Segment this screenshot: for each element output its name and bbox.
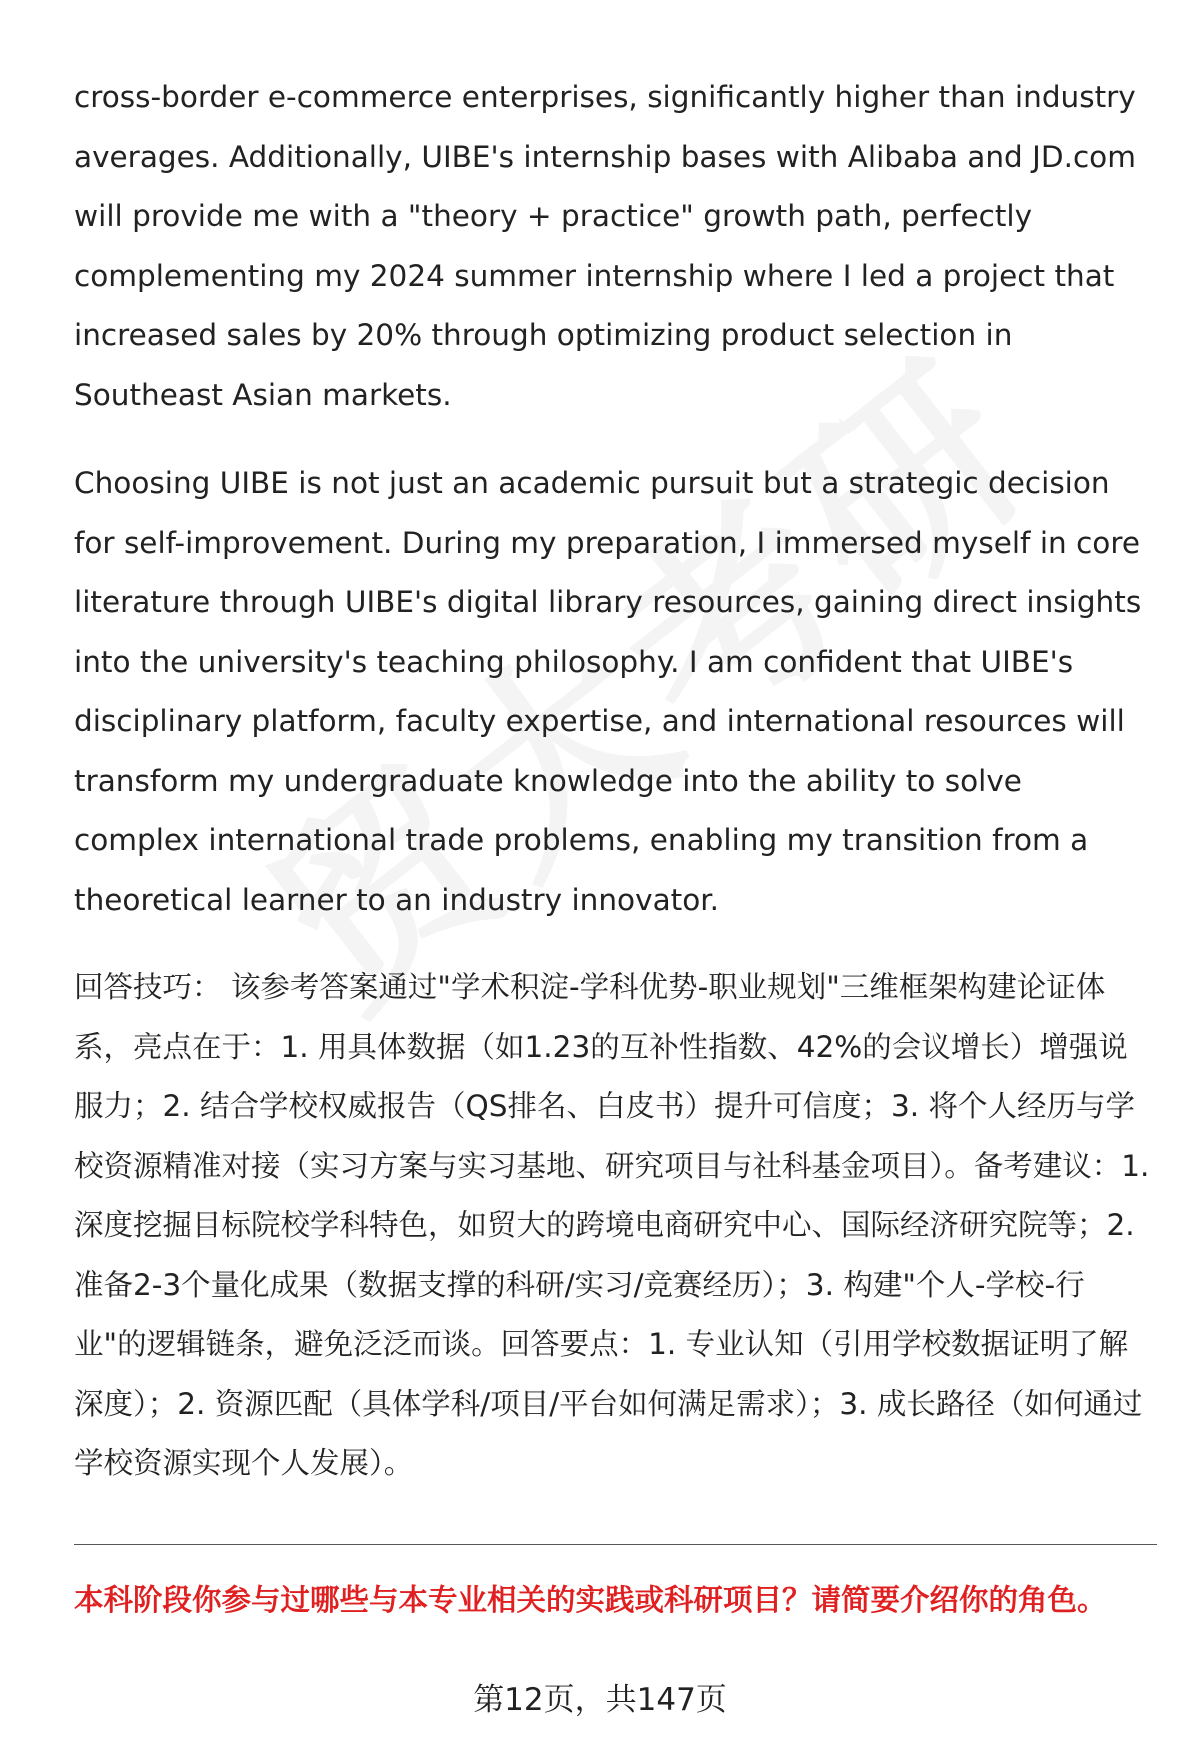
question-heading: 本科阶段你参与过哪些与本专业相关的实践或科研项目？请简要介绍你的角色。: [74, 1583, 1107, 1617]
answer-paragraph-2: Choosing UIBE is not just an academic pursuit but a strategic decision for self-improvement. During my preparation, I immersed myself in core literature through UIBE's digital library resources, gaining direct insights into the university's teaching philosophy. I am confident that UIBE's disciplinary platform, faculty expertise, and international resources will transform my undergraduate knowledge into the ability to solve complex international trade problems, enabling my transition from a theoretical learner to an industry innovator.: [74, 466, 1142, 917]
answer-paragraph-1: cross-border e-commerce enterprises, significantly higher than industry averages. Additionally, UIBE's internship bases with Alibaba and JD.com will provide me with a "theory + practice" growth path, perfectly complementing my 2024 summer internship where I led a project that increased sales by 20% through optimizing product selection in Southeast Asian markets.: [74, 80, 1136, 412]
section-divider: [74, 1544, 1157, 1545]
page-number: 第12页，共147页: [473, 1682, 727, 1718]
document-body: [74, 68, 1154, 1494]
answer-tips-paragraph: 回答技巧： 该参考答案通过"学术积淀-学科优势-职业规划"三维框架构建论证体系，亮点在于：1. 用具体数据（如1.23的互补性指数、42%的会议增长）增强说服力；2. 结合学校权威报告（QS排名、白皮书）提升可信度；3. 将个人经历与学校资源精准对接（实习方案与实习基地、研究项目与社科基金项目）。备考建议：1. 深度挖掘目标院校学科特色，如贸大的跨境电商研究中心、国际经济研究院等；2. 准备2-3个量化成果（数据支撑的科研/实习/竞赛经历）；3. 构建"个人-学校-行业"的逻辑链条，避免泛泛而谈。回答要点：1. 专业认知（引用学校数据证明了解深度）；2. 资源匹配（具体学科/项目/平台如何满足需求）；3. 成长路径（如何通过学校资源实现个人发展）。: [74, 970, 1150, 1480]
